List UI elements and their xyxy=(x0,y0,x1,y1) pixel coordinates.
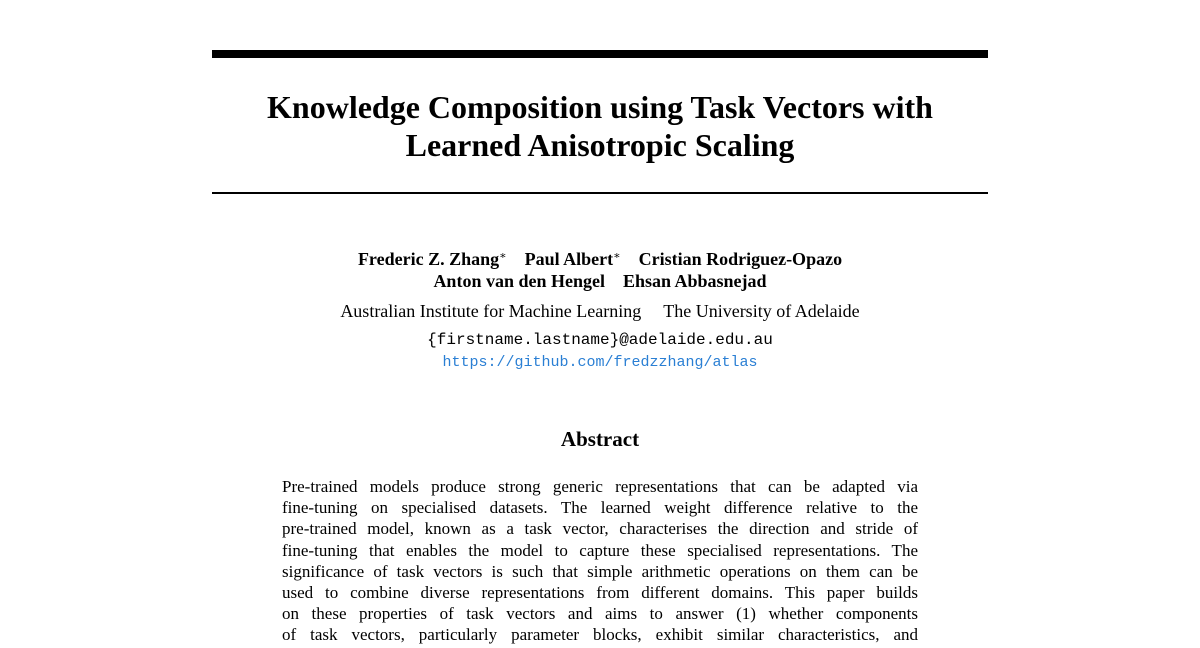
abstract-line: pre-trained model, known as a task vector, characterises the direction and stride of xyxy=(282,519,918,539)
code-repository-link[interactable]: https://github.com/fredzzhang/atlas xyxy=(442,354,758,371)
author-name: Anton van den Hengel xyxy=(433,271,605,291)
abstract-text xyxy=(282,476,918,646)
affiliation: The University of Adelaide xyxy=(663,301,860,321)
equal-contribution-mark: ∗ xyxy=(613,250,621,262)
author-list xyxy=(212,248,988,292)
author-line xyxy=(212,270,988,292)
abstract-line: on these properties of task vectors and aims to answer (1) whether components xyxy=(282,604,918,624)
code-repository-link-row xyxy=(212,354,988,372)
affiliation: Australian Institute for Machine Learning xyxy=(340,301,642,321)
author-line xyxy=(212,248,988,270)
abstract-line: used to combine diverse representations from different domains. This paper builds xyxy=(282,583,918,603)
title-line: Knowledge Composition using Task Vectors with xyxy=(267,89,933,125)
author-name: Paul Albert∗ xyxy=(524,249,621,269)
author-email: {firstname.lastname}@adelaide.edu.au xyxy=(427,331,773,349)
abstract-line: fine-tuning that enables the model to capture these specialised representations. The xyxy=(282,540,918,560)
paper-title xyxy=(212,88,988,164)
abstract-line: significance of task vectors is such that simple arithmetic operations on them can be xyxy=(282,561,918,581)
abstract-line: of task vectors, particularly parameter blocks, exhibit similar characteristics, and xyxy=(282,625,918,645)
abstract-line: fine-tuning on specialised datasets. The learned weight difference relative to the xyxy=(282,498,918,518)
author-name: Cristian Rodriguez-Opazo xyxy=(638,249,843,269)
abstract-heading: Abstract xyxy=(560,427,640,451)
abstract-line: Pre-trained models produce strong generic representations that can be adapted via xyxy=(282,477,918,496)
title-line: Learned Anisotropic Scaling xyxy=(405,127,795,163)
author-name: Frederic Z. Zhang∗ xyxy=(357,249,507,269)
affiliations xyxy=(212,300,988,322)
top-thick-rule xyxy=(212,50,988,58)
title-bottom-rule xyxy=(212,192,988,194)
author-name: Ehsan Abbasnejad xyxy=(622,271,767,291)
equal-contribution-mark: ∗ xyxy=(499,250,507,262)
